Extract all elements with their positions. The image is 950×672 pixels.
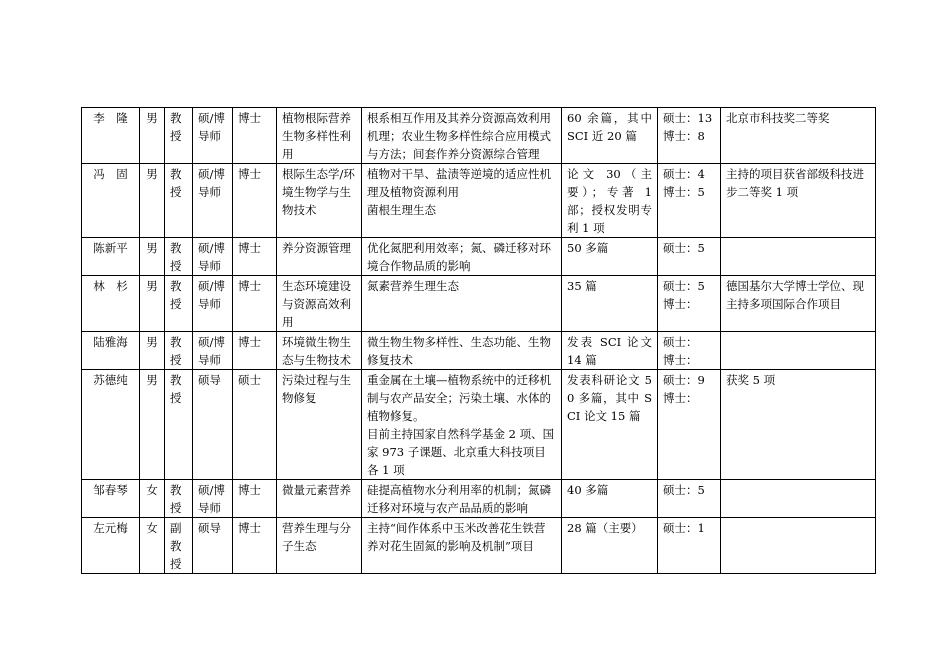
gender-cell: 男 <box>140 108 165 164</box>
students-cell <box>658 108 721 164</box>
supervisor-cell: 硕/博导师 <box>193 332 233 370</box>
supervisor-cell: 硕/博导师 <box>193 238 233 276</box>
research-cell <box>362 164 562 238</box>
table-row <box>82 238 876 276</box>
students-cell <box>658 332 721 370</box>
discipline-cell: 污染过程与生物修复 <box>277 370 362 480</box>
students-cell <box>658 238 721 276</box>
title-cell: 教授 <box>165 480 193 518</box>
publications-cell: 35 篇 <box>562 276 658 332</box>
remarks-cell <box>721 238 876 276</box>
gender-cell: 男 <box>140 238 165 276</box>
students-cell <box>658 518 721 574</box>
gender-cell: 男 <box>140 164 165 238</box>
name-cell: 邹春琴 <box>82 480 140 518</box>
remarks-cell <box>721 480 876 518</box>
students-line: 博士：8 <box>663 129 705 143</box>
title-cell: 教授 <box>165 332 193 370</box>
supervisor-cell: 硕/博导师 <box>193 108 233 164</box>
students-cell <box>658 370 721 480</box>
name-cell: 苏德纯 <box>82 370 140 480</box>
research-cell <box>362 276 562 332</box>
supervisor-cell: 硕/博导师 <box>193 164 233 238</box>
discipline-cell: 植物根际营养生物多样性利用 <box>277 108 362 164</box>
students-line: 博士： <box>663 297 698 311</box>
students-line: 硕士：1 <box>663 521 705 535</box>
discipline-cell: 微量元素营养 <box>277 480 362 518</box>
students-cell <box>658 276 721 332</box>
discipline-cell: 养分资源管理 <box>277 238 362 276</box>
students-line: 硕士：5 <box>663 483 705 497</box>
research-line: 优化氮肥利用效率；氮、磷迁移对环境合作物品质的影响 <box>367 241 551 273</box>
publications-cell: 60 余篇，其中 SCI 近 20 篇 <box>562 108 658 164</box>
research-line: 氮素营养生理生态 <box>367 279 459 293</box>
publications-cell: 50 多篇 <box>562 238 658 276</box>
degree-cell: 博士 <box>233 332 277 370</box>
title-cell: 教授 <box>165 108 193 164</box>
remarks-cell <box>721 332 876 370</box>
degree-cell: 博士 <box>233 108 277 164</box>
publications-cell: 40 多篇 <box>562 480 658 518</box>
name-cell: 林 杉 <box>82 276 140 332</box>
publications-cell: 28 篇（主要） <box>562 518 658 574</box>
degree-cell: 博士 <box>233 518 277 574</box>
research-cell <box>362 108 562 164</box>
name-cell: 陆雅海 <box>82 332 140 370</box>
degree-cell: 博士 <box>233 480 277 518</box>
students-line: 博士： <box>663 391 698 405</box>
research-cell <box>362 370 562 480</box>
table-row <box>82 518 876 574</box>
research-line: 微生物生物多样性、生态功能、生物修复技术 <box>367 335 551 367</box>
degree-cell: 博士 <box>233 238 277 276</box>
table-row <box>82 108 876 164</box>
students-line: 硕士：5 <box>663 241 705 255</box>
title-cell: 教授 <box>165 276 193 332</box>
discipline-cell: 环境微生物生态与生物技术 <box>277 332 362 370</box>
research-line: 根系相互作用及其养分资源高效利用机理；农业生物多样性综合应用模式与方法；间套作养分资源综合管理 <box>367 111 551 161</box>
research-line: 重金属在土壤—植物系统中的迁移机制与农产品安全；污染土壤、水体的植物修复。 <box>367 373 551 423</box>
degree-cell: 硕士 <box>233 370 277 480</box>
title-cell: 副教授 <box>165 518 193 574</box>
gender-cell: 男 <box>140 276 165 332</box>
research-cell <box>362 518 562 574</box>
table-row <box>82 332 876 370</box>
publications-cell: 发表 SCI 论文 14 篇 <box>562 332 658 370</box>
gender-cell: 男 <box>140 370 165 480</box>
remarks-cell: 获奖 5 项 <box>721 370 876 480</box>
supervisor-cell: 硕导 <box>193 370 233 480</box>
remarks-cell <box>721 518 876 574</box>
students-line: 硕士： <box>663 335 698 349</box>
supervisor-cell: 硕/博导师 <box>193 276 233 332</box>
students-cell <box>658 164 721 238</box>
remarks-cell: 北京市科技奖二等奖 <box>721 108 876 164</box>
degree-cell: 博士 <box>233 164 277 238</box>
students-line: 硕士：9 <box>663 373 705 387</box>
students-line: 博士：5 <box>663 185 705 199</box>
gender-cell: 男 <box>140 332 165 370</box>
gender-cell: 女 <box>140 480 165 518</box>
research-cell <box>362 238 562 276</box>
table-row <box>82 276 876 332</box>
remarks-cell: 德国基尔大学博士学位、现主持多项国际合作项目 <box>721 276 876 332</box>
research-line: 目前主持国家自然科学基金 2 项、国家 973 子课题、北京重大科技项目各 1 项 <box>367 427 555 477</box>
faculty-table <box>81 107 876 574</box>
research-cell <box>362 332 562 370</box>
students-line: 硕士：4 <box>663 167 705 181</box>
supervisor-cell: 硕导 <box>193 518 233 574</box>
research-line: 菌根生理生态 <box>367 203 436 217</box>
title-cell: 教授 <box>165 238 193 276</box>
title-cell: 教授 <box>165 370 193 480</box>
students-cell <box>658 480 721 518</box>
discipline-cell: 生态环境建设与资源高效利用 <box>277 276 362 332</box>
students-line: 硕士：5 <box>663 279 705 293</box>
remarks-cell: 主持的项目获省部级科技进步二等奖 1 项 <box>721 164 876 238</box>
publications-cell: 论文 30（主要）；专著 1 部；授权发明专利 1 项 <box>562 164 658 238</box>
students-line: 博士： <box>663 353 698 367</box>
supervisor-cell: 硕/博导师 <box>193 480 233 518</box>
publications-cell: 发表科研论文 50 多篇，其中 SCI 论文 15 篇 <box>562 370 658 480</box>
name-cell: 陈新平 <box>82 238 140 276</box>
gender-cell: 女 <box>140 518 165 574</box>
table-row <box>82 480 876 518</box>
research-line: 硅提高植物水分利用率的机制；氮磷迁移对环境与农产品品质的影响 <box>367 483 551 515</box>
name-cell: 冯 固 <box>82 164 140 238</box>
table-body <box>82 108 876 574</box>
table-row <box>82 370 876 480</box>
discipline-cell: 根际生态学/环境生物学与生物技术 <box>277 164 362 238</box>
name-cell: 左元梅 <box>82 518 140 574</box>
research-line: 植物对干旱、盐渍等逆境的适应性机理及植物资源利用 <box>367 167 551 199</box>
table-row <box>82 164 876 238</box>
research-cell <box>362 480 562 518</box>
degree-cell: 博士 <box>233 276 277 332</box>
name-cell: 李 隆 <box>82 108 140 164</box>
discipline-cell: 营养生理与分子生态 <box>277 518 362 574</box>
students-line: 硕士：13 <box>663 111 713 125</box>
research-line: 主持“间作体系中玉米改善花生铁营养对花生固氮的影响及机制”项目 <box>367 521 546 553</box>
title-cell: 教授 <box>165 164 193 238</box>
